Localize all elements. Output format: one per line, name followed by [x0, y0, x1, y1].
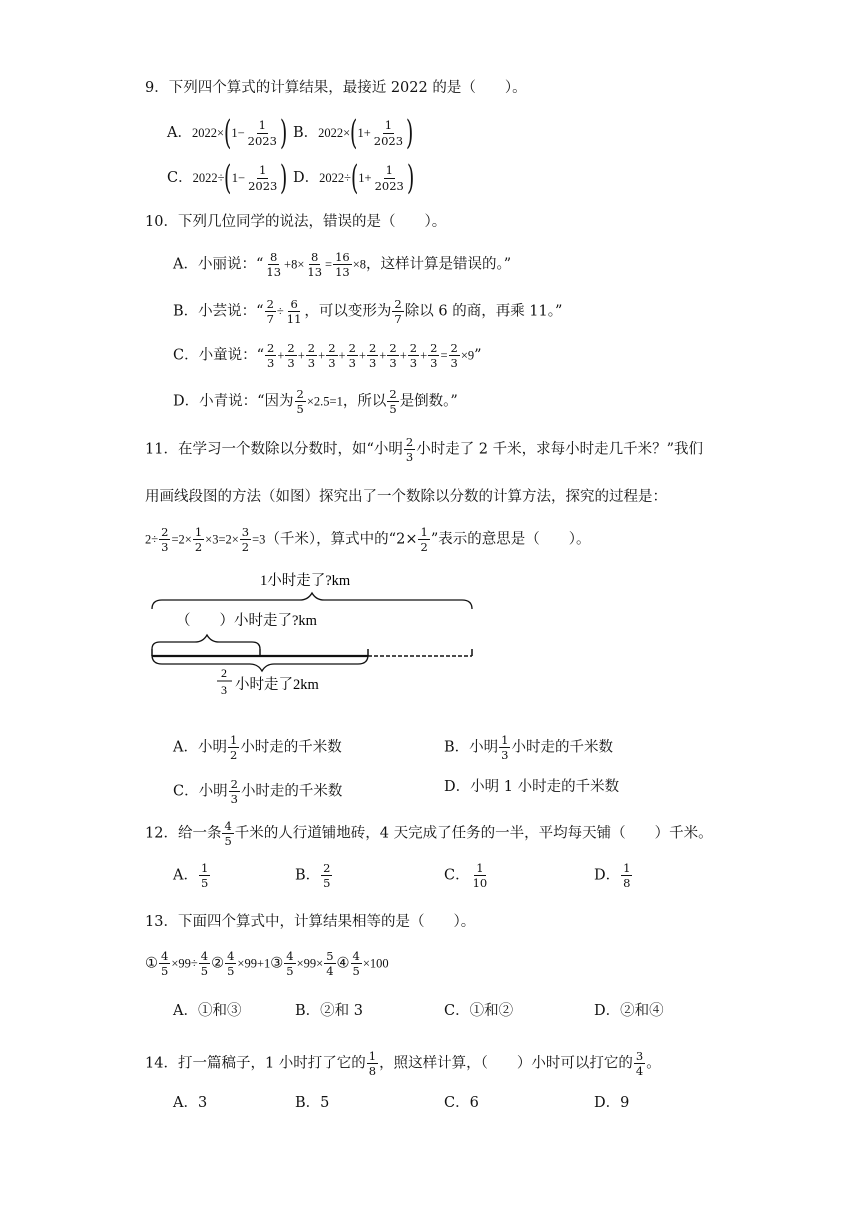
fraction: $\frac{2}{3}$	[405, 435, 414, 465]
fraction: $\frac{6}{11}$	[286, 297, 302, 327]
question-13-option-a[interactable]: A．①和③	[173, 1003, 242, 1019]
question-9-option-b[interactable]: B．2022×(1+ $\frac{1}{2023}$ )	[293, 113, 414, 153]
question-10-option-a[interactable]: A．小丽说：“ $\frac{8}{13}$ +8× $\frac{8}{13}$ = $\frac{16}{13}$ ×8，这样计算是错误的。”	[173, 250, 512, 280]
question-12-option-c[interactable]: C． $\frac{1}{10}$	[444, 861, 488, 891]
fraction: $\frac{2}{3}$	[230, 777, 238, 807]
question-14-stem: 14．打一篇稿子，1 小时打了它的 $\frac{1}{8}$ ，照这样计算，（ ）小时可以打它的 $\frac{3}{4}$ 。	[145, 1049, 661, 1079]
question-12-option-d[interactable]: D． $\frac{1}{8}$	[594, 861, 631, 891]
question-13-option-c[interactable]: C．①和②	[444, 1003, 514, 1019]
fraction: $\frac{2}{7}$	[394, 297, 402, 327]
question-13-option-d[interactable]: D．②和④	[594, 1003, 664, 1019]
question-11-option-b[interactable]: B．小明 $\frac{1}{3}$ 小时走的千米数	[444, 733, 613, 763]
fraction: $\frac{1}{2023}$	[247, 118, 277, 148]
question-9-option-a[interactable]: A．2022×(1− $\frac{1}{2023}$ )	[167, 113, 288, 153]
diagram-top-label: 1小时走了?km	[260, 573, 351, 589]
fraction: $\frac{4}{5}$	[224, 819, 232, 849]
fraction: $\frac{2}{3}$	[267, 341, 275, 371]
fraction: $\frac{8}{13}$	[266, 250, 282, 280]
question-14-option-b[interactable]: B．5	[295, 1095, 330, 1111]
question-10-option-d[interactable]: D．小青说：“因为 $\frac{2}{5}$ ×2.5=1，所以 $\frac{2}{5}$ 是倒数。”	[173, 387, 458, 417]
question-11-option-d[interactable]: D．小明 1 小时走的千米数	[444, 779, 620, 795]
svg-text:2: 2	[221, 666, 227, 680]
question-11-stem-line1: 11．在学习一个数除以分数时，如“小明 $\frac{2}{3}$ 小时走了 2 千米，求每小时走几千米？”我们	[145, 435, 704, 465]
fraction: $\frac{2}{7}$	[266, 297, 274, 327]
question-9-option-c[interactable]: C．2022÷(1− $\frac{1}{2023}$ )	[167, 158, 288, 198]
question-12-option-a[interactable]: A． $\frac{1}{5}$	[173, 861, 209, 891]
bottom-brace	[152, 655, 368, 671]
fraction: $\frac{16}{13}$	[335, 250, 350, 280]
fraction: $\frac{2}{5}$	[389, 387, 397, 417]
fraction: $\frac{1}{10}$	[472, 861, 488, 891]
question-11-stem-line2: 用画线段图的方法（如图）探究出了一个数除以分数的计算方法，探究的过程是：	[145, 489, 667, 505]
question-11-stem-line3: 2÷ $\frac{2}{3}$ =2× $\frac{1}{2}$ ×3=2× $\frac{3}{2}$ =3（千米），算式中的“2× $\frac{1}{2}$ ”表示的意思是（ ）。	[145, 525, 591, 555]
question-10-option-b[interactable]: B．小芸说：“ $\frac{2}{7}$ ÷ $\frac{6}{11}$ ，可以变形为 $\frac{2}{7}$ 除以 6 的商，再乘 11。”	[173, 297, 563, 327]
question-11-option-a[interactable]: A．小明 $\frac{1}{2}$ 小时走的千米数	[173, 733, 342, 763]
fraction: $\frac{1}{2023}$	[373, 118, 404, 148]
fraction: $\frac{2}{5}$	[296, 387, 304, 417]
fraction: $\frac{1}{2023}$	[248, 163, 278, 193]
fraction: $\frac{2}{5}$	[323, 861, 331, 891]
question-14-option-c[interactable]: C．6	[444, 1095, 479, 1111]
diagram-bottom-label: 小时走了2km	[235, 677, 319, 693]
question-13-expressions: ① $\frac{4}{5}$ ×99÷ $\frac{4}{5}$ ② $\frac{4}{5}$ ×99+1③ $\frac{4}{5}$ ×99× $\frac{5}{4}$ ④ $\frac{4}{5}$ ×100	[145, 949, 389, 979]
fraction: $\frac{1}{8}$	[623, 861, 631, 891]
question-13-option-b[interactable]: B．②和 3	[295, 1003, 363, 1019]
fraction: $\frac{3}{4}$	[635, 1049, 644, 1079]
fraction: $\frac{1}{5}$	[200, 861, 209, 891]
question-13-stem: 13．下面四个算式中，计算结果相等的是（ ）。	[145, 914, 476, 930]
fraction: $\frac{1}{2023}$	[374, 163, 404, 193]
question-11-option-c[interactable]: C．小明 $\frac{2}{3}$ 小时走的千米数	[173, 777, 343, 807]
question-10-option-c[interactable]: C．小童说：“ $\frac{2}{3}$ + $\frac{2}{3}$ + $\frac{2}{3}$ + $\frac{2}{3}$ + $\frac{2}{3}$ + $\frac{2}{3}$ + $\frac{2}{3}$ + $\frac{2}{3}$ + $\frac{2}{3}$ = $\frac{2}{3}$ ×9”	[173, 341, 482, 371]
fraction: $\frac{1}{8}$	[368, 1049, 377, 1079]
fraction: $\frac{1}{2}$	[229, 733, 238, 763]
fraction: $\frac{8}{13}$	[307, 250, 323, 280]
question-12-option-b[interactable]: B． $\frac{2}{5}$	[295, 861, 331, 891]
question-12-stem: 12．给一条 $\frac{4}{5}$ 千米的人行道铺地砖，4 天完成了任务的一半，平均每天铺（ ）千米。	[145, 819, 713, 849]
svg-text:3: 3	[221, 683, 227, 697]
small-brace	[152, 635, 260, 649]
question-9-option-d[interactable]: D．2022÷(1+ $\frac{1}{2023}$ )	[293, 158, 415, 198]
top-brace	[152, 593, 472, 609]
fraction: $\frac{1}{3}$	[501, 733, 509, 763]
diagram-mid-label: （ ）小时走了?km	[176, 613, 317, 629]
question-14-option-a[interactable]: A．3	[173, 1095, 208, 1111]
line-segment-diagram	[140, 565, 490, 700]
question-14-option-d[interactable]: D．9	[594, 1095, 630, 1111]
question-9-stem: 9．下列四个算式的计算结果，最接近 2022 的是（ ）。	[145, 80, 527, 96]
question-10-stem: 10．下列几位同学的说法，错误的是（ ）。	[145, 214, 447, 230]
